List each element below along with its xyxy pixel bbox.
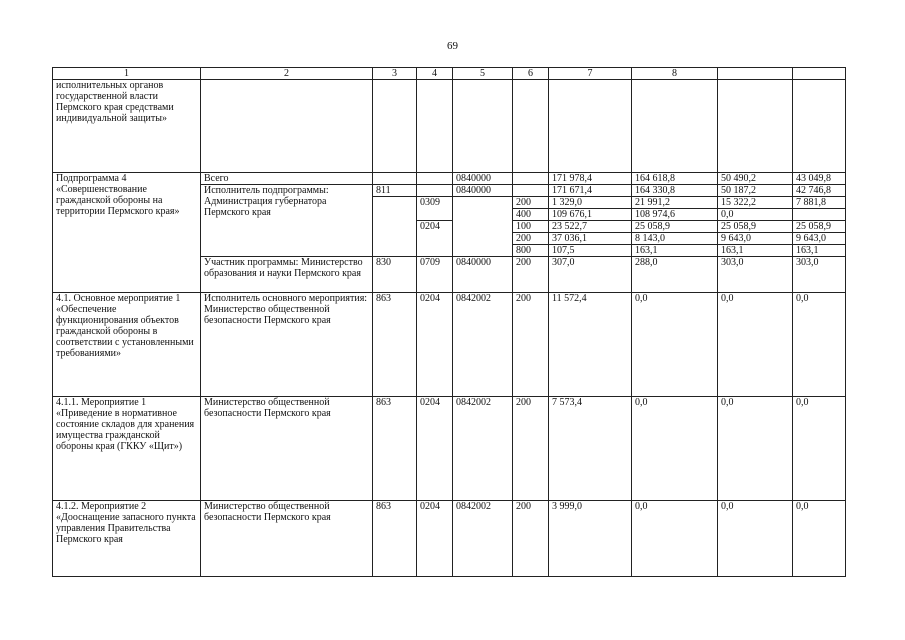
column-header <box>793 68 846 80</box>
activity-executor: Исполнитель основного мероприятия: Министерство общественной безопасности Пермского края <box>201 293 373 397</box>
table-row: 0204 100 23 522,7 25 058,9 25 058,9 25 058,9 <box>53 221 846 233</box>
table-row <box>53 80 846 173</box>
page-number: 69 <box>447 40 458 52</box>
table-row: 4.1. Основное мероприятие 1 «Обеспечение функционирования объектов гражданской обороны в соответствии с установленными требованиями» Исполнитель основного мероприятия: Министерство общественной безопасности Пермского края 863 0204 0842002 200 11 572,4 0,0 0,0 0,0 <box>53 293 846 397</box>
column-header: 4 <box>417 68 453 80</box>
activity-name: 4.1. Основное мероприятие 1 «Обеспечение функционирования объектов гражданской обороны в соответствии с установленными требованиями» <box>53 293 201 397</box>
table-row: Исполнитель подпрограммы: Администрация губернатора Пермского края 811 0840000 171 671,4 164 330,8 50 187,2 42 746,8 <box>53 185 846 197</box>
participant-label: Участник программы: Министерство образования и науки Пермского края <box>201 257 373 293</box>
table-row: 4.1.1. Мероприятие 1 «Приведение в нормативное состояние складов для хранения имущества гражданской обороны края (ГККУ «Щит») Министерство общественной безопасности Пермского края 863 0204 0842002 200 7 573,4 0,0 0,0 0,0 <box>53 397 846 501</box>
header-row <box>53 68 846 80</box>
activity-executor: Министерство общественной безопасности Пермского края <box>201 501 373 577</box>
column-header <box>718 68 793 80</box>
table-row: 400 109 676,1 108 974,6 0,0 <box>53 209 846 221</box>
table-row: Участник программы: Министерство образования и науки Пермского края 830 0709 0840000 200 307,0 288,0 303,0 303,0 <box>53 257 846 293</box>
activity-name: 4.1.1. Мероприятие 1 «Приведение в нормативное состояние складов для хранения имущества гражданской обороны края (ГККУ «Щит») <box>53 397 201 501</box>
total-label: Всего <box>201 173 373 185</box>
column-header: 5 <box>453 68 513 80</box>
column-header: 3 <box>373 68 417 80</box>
executor-label: Исполнитель подпрограммы: Администрация губернатора Пермского края <box>201 185 373 257</box>
table-row: 200 37 036,1 8 143,0 9 643,0 9 643,0 <box>53 233 846 245</box>
activity-executor: Министерство общественной безопасности Пермского края <box>201 397 373 501</box>
table-row: 0309 200 1 329,0 21 991,2 15 322,2 7 881,8 <box>53 197 846 209</box>
column-header: 8 <box>632 68 718 80</box>
column-header: 6 <box>513 68 549 80</box>
table-row: Подпрограмма 4 «Совершенствование гражданской обороны на территории Пермского края» Всего 0840000 171 978,4 164 618,8 50 490,2 43 049,8 <box>53 173 846 185</box>
program-name-cell: исполнительных органов государственной власти Пермского края средствами индивидуальной защиты» <box>53 80 201 173</box>
column-header: 2 <box>201 68 373 80</box>
column-header: 7 <box>549 68 632 80</box>
budget-table <box>52 67 846 577</box>
table-row: 800 107,5 163,1 163,1 163,1 <box>53 245 846 257</box>
table-row: 4.1.2. Мероприятие 2 «Дооснащение запасного пункта управления Правительства Пермского края Министерство общественной безопасности Пермского края 863 0204 0842002 200 3 999,0 0,0 0,0 0,0 <box>53 501 846 577</box>
activity-name: 4.1.2. Мероприятие 2 «Дооснащение запасного пункта управления Правительства Пермского края <box>53 501 201 577</box>
column-header: 1 <box>53 68 201 80</box>
subprogram-title: Подпрограмма 4 «Совершенствование гражданской обороны на территории Пермского края» <box>53 173 201 293</box>
